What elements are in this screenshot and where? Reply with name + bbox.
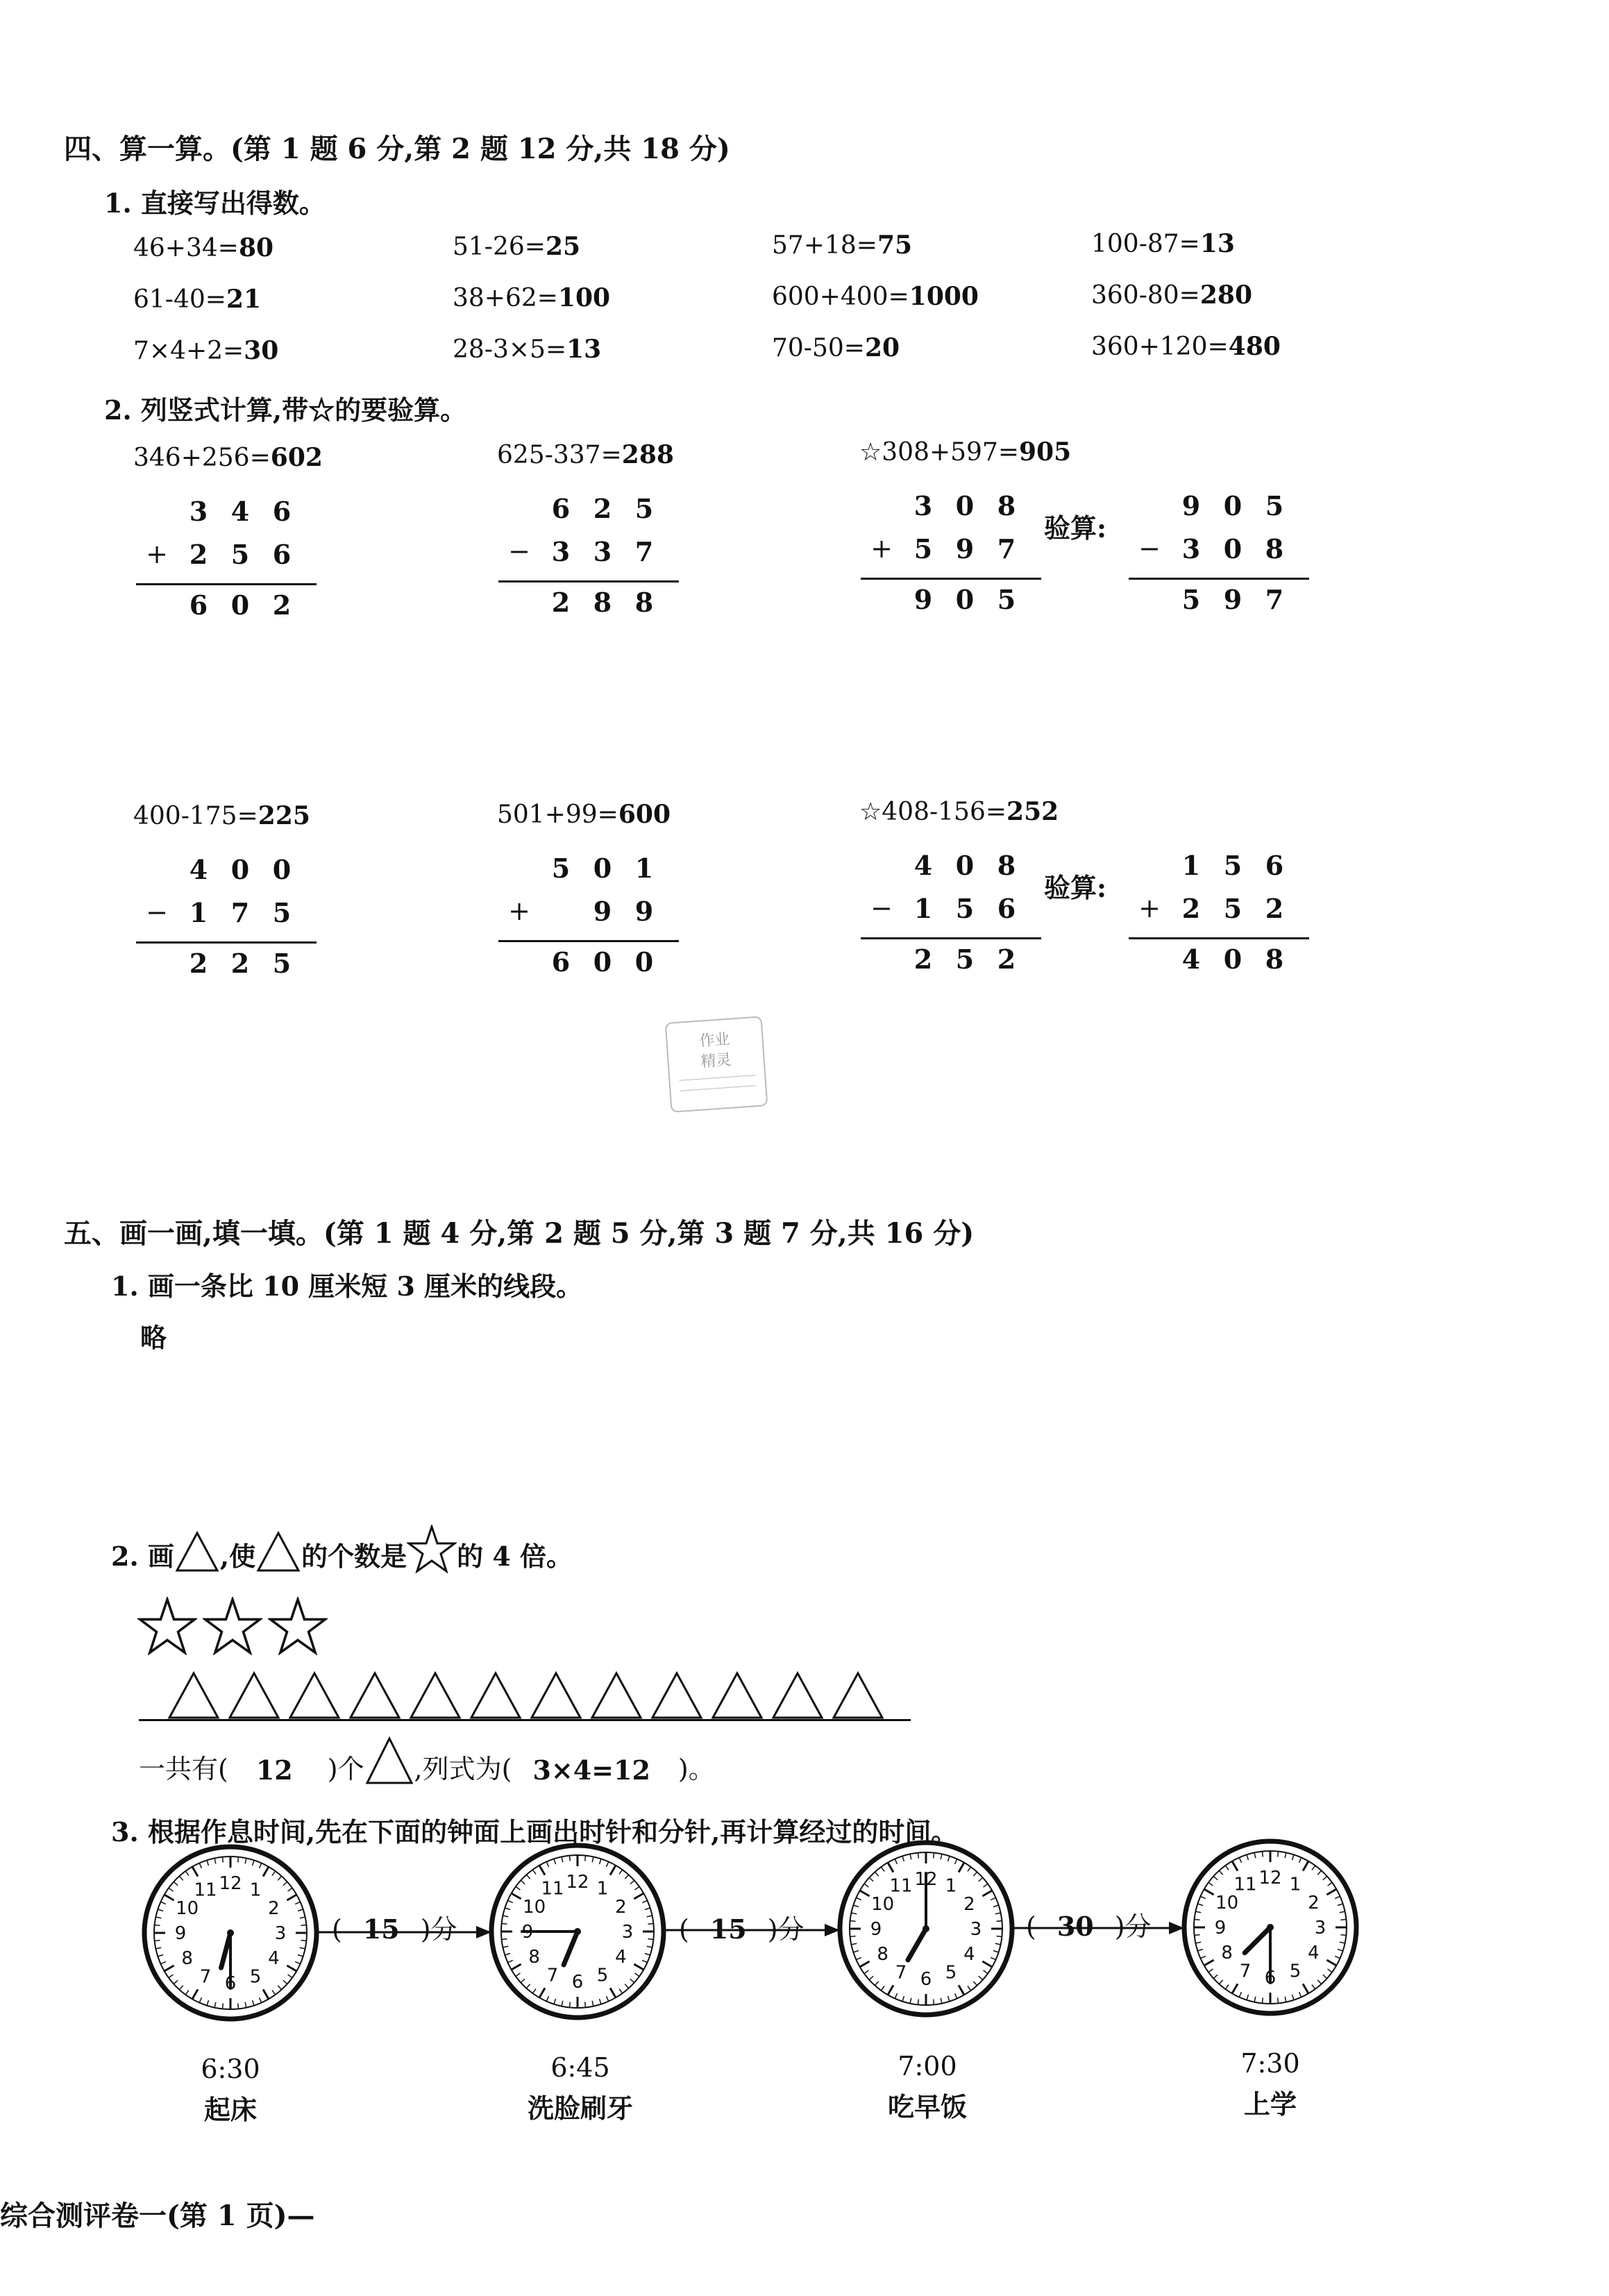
clock-numeral: 12 bbox=[914, 1869, 938, 1890]
fill-answer-line: 一共有( 12 )个 ,列式为( 3×4=12 )。 bbox=[139, 1736, 715, 1786]
clock-numeral: 11 bbox=[1233, 1874, 1257, 1895]
clock-numeral: 8 bbox=[181, 1948, 193, 1969]
triangle-icon bbox=[469, 1670, 523, 1720]
clock-numeral: 5 bbox=[249, 1966, 262, 1988]
triangles-row bbox=[167, 1670, 885, 1720]
clock-numeral: 10 bbox=[523, 1897, 546, 1918]
arrow-head-icon bbox=[476, 1926, 491, 1938]
clock-activity: 洗脸刷牙 bbox=[527, 2093, 633, 2124]
clock-numeral: 9 bbox=[521, 1922, 534, 1943]
clock-numeral: 3 bbox=[1314, 1918, 1326, 1938]
stars-row bbox=[137, 1597, 328, 1655]
clock-numeral: 6 bbox=[571, 1972, 584, 1993]
clock-activity: 起床 bbox=[203, 2094, 257, 2125]
clock-numeral: 10 bbox=[1215, 1893, 1239, 1913]
interval-label: ( 30 )分 bbox=[1026, 1911, 1152, 1942]
vertical-calc: 5 0 1 + 9 9 6 0 0 bbox=[498, 853, 679, 989]
stamp-logo: 作业 精灵 bbox=[665, 1016, 768, 1112]
vertical-expr: ☆408-156=252 bbox=[859, 797, 1059, 826]
star-icon bbox=[407, 1525, 457, 1573]
vertical-calc: 6 2 5 − 3 3 7 2 8 8 bbox=[498, 493, 679, 630]
arrow-head-icon bbox=[825, 1924, 840, 1936]
triangle-icon bbox=[174, 1530, 220, 1573]
check-label: 验算: bbox=[1044, 872, 1107, 903]
vertical-calc: 3 0 8 + 5 9 7 9 0 5 bbox=[861, 490, 1041, 627]
clock-numeral: 6 bbox=[1264, 1968, 1277, 1988]
footer: 综合测评卷一(第 1 页)— bbox=[0, 2199, 315, 2232]
star-icon bbox=[203, 1597, 262, 1655]
triangle-icon bbox=[287, 1670, 342, 1720]
oral-calc-item: 70-50=20 bbox=[772, 333, 900, 362]
hour-hand bbox=[564, 1932, 578, 1965]
interval-label: ( 15 )分 bbox=[679, 1913, 804, 1945]
vertical-expr: 400-175=225 bbox=[133, 801, 310, 830]
oral-calc-item: 57+18=75 bbox=[772, 231, 913, 260]
clock-numeral: 12 bbox=[1258, 1868, 1282, 1888]
clock-numeral: 2 bbox=[268, 1898, 280, 1919]
clock-time: 6:30 bbox=[201, 2054, 260, 2084]
clock-numeral: 3 bbox=[274, 1923, 287, 1944]
star-icon bbox=[137, 1597, 197, 1655]
oral-calc-item: 100-87=13 bbox=[1091, 229, 1235, 258]
triangles-baseline bbox=[139, 1719, 911, 1721]
clock-numeral: 7 bbox=[199, 1966, 212, 1988]
vertical-calc: 3 4 6 + 2 5 6 6 0 2 bbox=[136, 496, 317, 632]
triangle-icon bbox=[255, 1530, 301, 1573]
clock-numeral: 1 bbox=[249, 1879, 262, 1901]
section5-q1-title: 1. 画一条比 10 厘米短 3 厘米的线段。 bbox=[111, 1271, 583, 1302]
check-label: 验算: bbox=[1044, 512, 1107, 544]
clock-numeral: 10 bbox=[176, 1898, 199, 1919]
check-calc: 1 5 6 + 2 5 2 4 0 8 bbox=[1129, 850, 1309, 987]
oral-calc-item: 28-3×5=13 bbox=[453, 335, 602, 364]
clock-numeral: 11 bbox=[889, 1875, 913, 1897]
clock-numeral: 10 bbox=[871, 1894, 895, 1915]
vertical-expr: 346+256=602 bbox=[133, 443, 323, 472]
clock-numeral: 6 bbox=[920, 1969, 932, 1990]
triangle-icon bbox=[589, 1670, 643, 1720]
clock-numeral: 11 bbox=[194, 1879, 217, 1901]
clock-numeral: 4 bbox=[963, 1944, 975, 1965]
triangle-icon bbox=[529, 1670, 583, 1720]
triangle-icon bbox=[650, 1670, 704, 1720]
oral-calc-item: 360+120=480 bbox=[1091, 332, 1281, 361]
hour-hand bbox=[1245, 1927, 1270, 1953]
triangle-icon bbox=[770, 1670, 825, 1720]
clock-numeral: 7 bbox=[546, 1965, 559, 1986]
clock-numeral: 4 bbox=[1308, 1943, 1320, 1963]
clock-numeral: 11 bbox=[541, 1878, 564, 1900]
clock-numeral: 4 bbox=[268, 1948, 280, 1969]
hour-hand bbox=[221, 1933, 230, 1968]
clock-numeral: 5 bbox=[945, 1962, 957, 1984]
vertical-calc: 4 0 0 − 1 7 5 2 2 5 bbox=[136, 854, 317, 991]
clock-numeral: 1 bbox=[945, 1875, 957, 1897]
clock-numeral: 1 bbox=[596, 1878, 609, 1900]
clock-time: 7:00 bbox=[898, 2051, 957, 2081]
clock-numeral: 9 bbox=[1214, 1918, 1227, 1938]
clock-numeral: 2 bbox=[615, 1897, 627, 1918]
vertical-calc: 4 0 8 − 1 5 6 2 5 2 bbox=[861, 850, 1041, 987]
oral-calc-item: 38+62=100 bbox=[453, 283, 611, 312]
section4-q1-title: 1. 直接写出得数。 bbox=[104, 187, 326, 219]
clock-numeral: 5 bbox=[1289, 1961, 1301, 1982]
clock-numeral: 3 bbox=[621, 1922, 634, 1943]
clock-numeral: 4 bbox=[615, 1947, 627, 1968]
vertical-expr: 625-337=288 bbox=[497, 440, 674, 469]
clock-face bbox=[840, 1843, 1012, 2015]
oral-calc-item: 46+34=80 bbox=[133, 233, 274, 262]
clock-numeral: 8 bbox=[1221, 1943, 1233, 1963]
clock-numeral: 1 bbox=[1289, 1874, 1301, 1895]
clock-numeral: 12 bbox=[566, 1872, 589, 1893]
oral-calc-item: 7×4+2=30 bbox=[133, 336, 279, 365]
triangle-icon bbox=[408, 1670, 462, 1720]
oral-calc-item: 61-40=21 bbox=[133, 285, 262, 314]
clock-numeral: 6 bbox=[224, 1973, 237, 1994]
check-calc: 9 0 5 − 3 0 8 5 9 7 bbox=[1129, 490, 1309, 627]
clock-face bbox=[491, 1845, 664, 2018]
clock-numeral: 8 bbox=[528, 1947, 540, 1968]
clock-numeral: 2 bbox=[963, 1894, 975, 1915]
clock-time: 7:30 bbox=[1240, 2048, 1300, 2079]
clock-numeral: 8 bbox=[877, 1944, 888, 1965]
clock-numeral: 7 bbox=[1239, 1961, 1252, 1982]
interval-label: ( 15 )分 bbox=[332, 1913, 457, 1945]
triangle-icon bbox=[364, 1736, 414, 1786]
vertical-expr: ☆308+597=905 bbox=[859, 437, 1072, 467]
hour-hand bbox=[908, 1929, 926, 1960]
section5-q1-answer: 略 bbox=[140, 1322, 167, 1353]
clock-numeral: 3 bbox=[970, 1919, 982, 1940]
section5-q3-title: 3. 根据作息时间,先在下面的钟面上画出时针和分针,再计算经过的时间。 bbox=[111, 1816, 958, 1847]
clock-face bbox=[1184, 1841, 1356, 2013]
star-icon bbox=[268, 1597, 328, 1655]
section4-q2-title: 2. 列竖式计算,带☆的要验算。 bbox=[104, 394, 467, 426]
clock-numeral: 5 bbox=[596, 1965, 609, 1986]
clock-face bbox=[144, 1847, 317, 2019]
triangle-icon bbox=[710, 1670, 764, 1720]
section4-title: 四、算一算。(第 1 题 6 分,第 2 题 12 分,共 18 分) bbox=[64, 133, 730, 165]
clock-activity: 吃早饭 bbox=[887, 2091, 967, 2122]
section5-q2-title: 2. 画 ,使 的个数是 的 4 倍。 bbox=[111, 1525, 573, 1573]
clock-activity: 上学 bbox=[1243, 2088, 1297, 2120]
oral-calc-item: 600+400=1000 bbox=[772, 282, 979, 311]
clock-time: 6:45 bbox=[550, 2052, 610, 2083]
clock-numeral: 9 bbox=[870, 1919, 882, 1940]
oral-calc-item: 360-80=280 bbox=[1091, 280, 1253, 310]
vertical-expr: 501+99=600 bbox=[497, 800, 671, 829]
triangle-icon bbox=[348, 1670, 402, 1720]
triangle-icon bbox=[167, 1670, 221, 1720]
clock-numeral: 12 bbox=[219, 1873, 242, 1894]
triangle-icon bbox=[831, 1670, 885, 1720]
arrow-head-icon bbox=[1169, 1922, 1184, 1934]
section5-title: 五、画一画,填一填。(第 1 题 4 分,第 2 题 5 分,第 3 题 7 分,共 16 分) bbox=[64, 1217, 975, 1250]
oral-calc-item: 51-26=25 bbox=[453, 232, 581, 261]
clock-numeral: 9 bbox=[174, 1923, 187, 1944]
triangle-icon bbox=[227, 1670, 281, 1720]
clock-numeral: 7 bbox=[895, 1962, 907, 1984]
clock-numeral: 2 bbox=[1308, 1893, 1320, 1913]
